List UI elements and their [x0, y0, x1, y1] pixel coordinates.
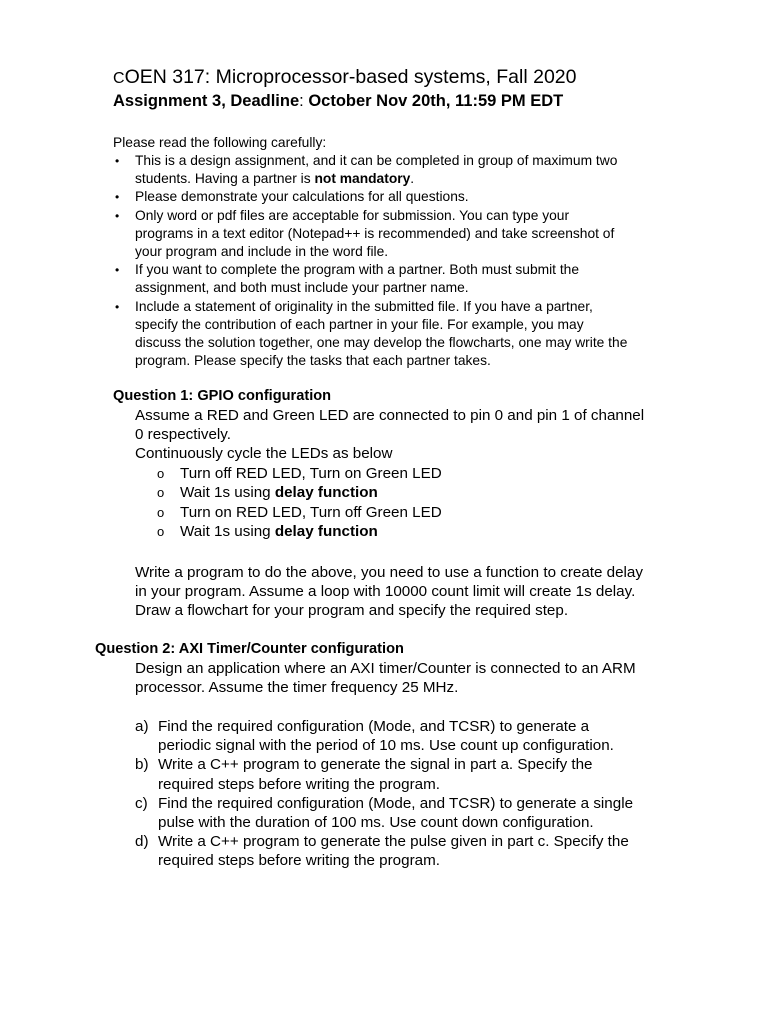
- paragraph-line: Write a program to do the above, you need to use a function to create delay: [135, 564, 643, 581]
- question-2-parts: [135, 717, 633, 871]
- part-line: Write a C++ program to generate the pulse given in part c. Specify the: [158, 833, 629, 851]
- rule-text: .: [410, 171, 415, 187]
- rule-line: Only word or pdf files are acceptable for submission. You can type your: [135, 207, 570, 223]
- rules-list: [113, 152, 693, 370]
- bullet-icon: •: [115, 154, 120, 168]
- subtitle-colon: :: [299, 92, 304, 110]
- paragraph-line: in your program. Assume a loop with 10000 count limit will create 1s delay.: [135, 583, 636, 601]
- part-line: Find the required configuration (Mode, and TCSR) to generate a single: [158, 794, 634, 812]
- led-cycle-steps: [157, 464, 442, 541]
- part-label: b): [135, 756, 149, 774]
- paragraph-line: Design an application where an AXI timer/Counter is connected to an ARM: [135, 660, 636, 677]
- circle-bullet-icon: o: [157, 485, 165, 501]
- bullet-icon: •: [115, 190, 120, 205]
- circle-bullet-icon: o: [157, 523, 165, 539]
- part-line: required steps before writing the program.: [158, 775, 440, 793]
- title-rest: OEN 317: Microprocessor-based systems, Fall 2020: [124, 66, 577, 88]
- rule-line: program. Please specify the tasks that each partner takes.: [135, 353, 491, 369]
- part-line: pulse with the duration of 100 ms. Use count down configuration.: [158, 814, 594, 832]
- question-1-description: [135, 406, 644, 464]
- step-item: [157, 522, 442, 541]
- part-item: [135, 794, 633, 832]
- step-item: [157, 464, 442, 483]
- step-text: Turn off RED LED, Turn on Green LED: [180, 465, 442, 482]
- bullet-icon: •: [115, 208, 120, 223]
- question-2-description: [135, 659, 636, 697]
- step-emphasis: delay function: [274, 484, 378, 502]
- question-1-task: [135, 563, 643, 621]
- step-text: Turn on RED LED, Turn off Green LED: [180, 503, 442, 521]
- part-label: a): [135, 718, 149, 735]
- part-line: Find the required configuration (Mode, and TCSR) to generate a: [158, 718, 590, 735]
- rule-line: specify the contribution of each partner in your file. For example, you may: [135, 316, 584, 332]
- subtitle-deadline: October Nov 20th, 11:59 PM EDT: [303, 92, 564, 110]
- part-line: required steps before writing the program.: [158, 852, 440, 870]
- document-title: [113, 64, 577, 92]
- paragraph-line: 0 respectively.: [135, 426, 231, 444]
- intro-text: Please read the following carefully:: [113, 135, 327, 150]
- step-emphasis: delay function: [274, 522, 378, 540]
- assignment-deadline: [113, 90, 563, 112]
- paragraph-line: processor. Assume the timer frequency 25 MHz.: [135, 679, 459, 697]
- step-item: [157, 483, 442, 502]
- rule-item: [113, 152, 693, 188]
- step-text: Wait 1s using: [180, 484, 275, 502]
- rule-line: assignment, and both must include your partner name.: [135, 280, 469, 296]
- rule-line: programs in a text editor (Notepad++ is recommended) and take screenshot of: [135, 225, 615, 241]
- rule-line: This is a design assignment, and it can be completed in group of maximum two: [135, 153, 618, 168]
- step-text: Wait 1s using: [180, 522, 275, 540]
- part-line: Write a C++ program to generate the signal in part a. Specify the: [158, 756, 593, 774]
- part-label: c): [135, 794, 148, 812]
- bullet-icon: •: [115, 299, 120, 314]
- part-item: [135, 832, 633, 870]
- circle-bullet-icon: o: [157, 504, 165, 520]
- paragraph-line: Continuously cycle the LEDs as below: [135, 445, 393, 463]
- rule-item: [113, 298, 693, 371]
- step-item: [157, 503, 442, 522]
- rule-item: [113, 207, 693, 262]
- rule-line: Please demonstrate your calculations for all questions.: [135, 189, 469, 205]
- question-1-heading: Question 1: GPIO configuration: [113, 388, 332, 404]
- rule-item: [113, 188, 693, 206]
- part-label: d): [135, 833, 149, 851]
- rule-item: [113, 261, 693, 297]
- bullet-icon: •: [115, 263, 120, 278]
- part-item: [135, 755, 633, 793]
- rule-line: discuss the solution together, one may develop the flowcharts, one may write the: [135, 335, 628, 351]
- rule-line: [135, 170, 693, 188]
- subtitle-assignment: Assignment 3, Deadline: [113, 92, 300, 110]
- title-first-letter: C: [113, 70, 125, 87]
- question-2-heading: Question 2: AXI Timer/Counter configuration: [95, 641, 404, 657]
- paragraph-line: Assume a RED and Green LED are connected to pin 0 and pin 1 of channel: [135, 407, 645, 424]
- rule-emphasis: not mandatory: [314, 171, 411, 187]
- rule-line: your program and include in the word file.: [135, 244, 389, 260]
- circle-bullet-icon: o: [157, 466, 165, 481]
- paragraph-line: Draw a flowchart for your program and specify the required step.: [135, 602, 569, 620]
- part-line: periodic signal with the period of 10 ms. Use count up configuration.: [158, 737, 614, 755]
- rule-line: If you want to complete the program with a partner. Both must submit the: [135, 262, 580, 278]
- part-item: [135, 717, 633, 755]
- rule-line: Include a statement of originality in the submitted file. If you have a partner,: [135, 298, 593, 314]
- rule-text: students. Having a partner is: [135, 171, 315, 187]
